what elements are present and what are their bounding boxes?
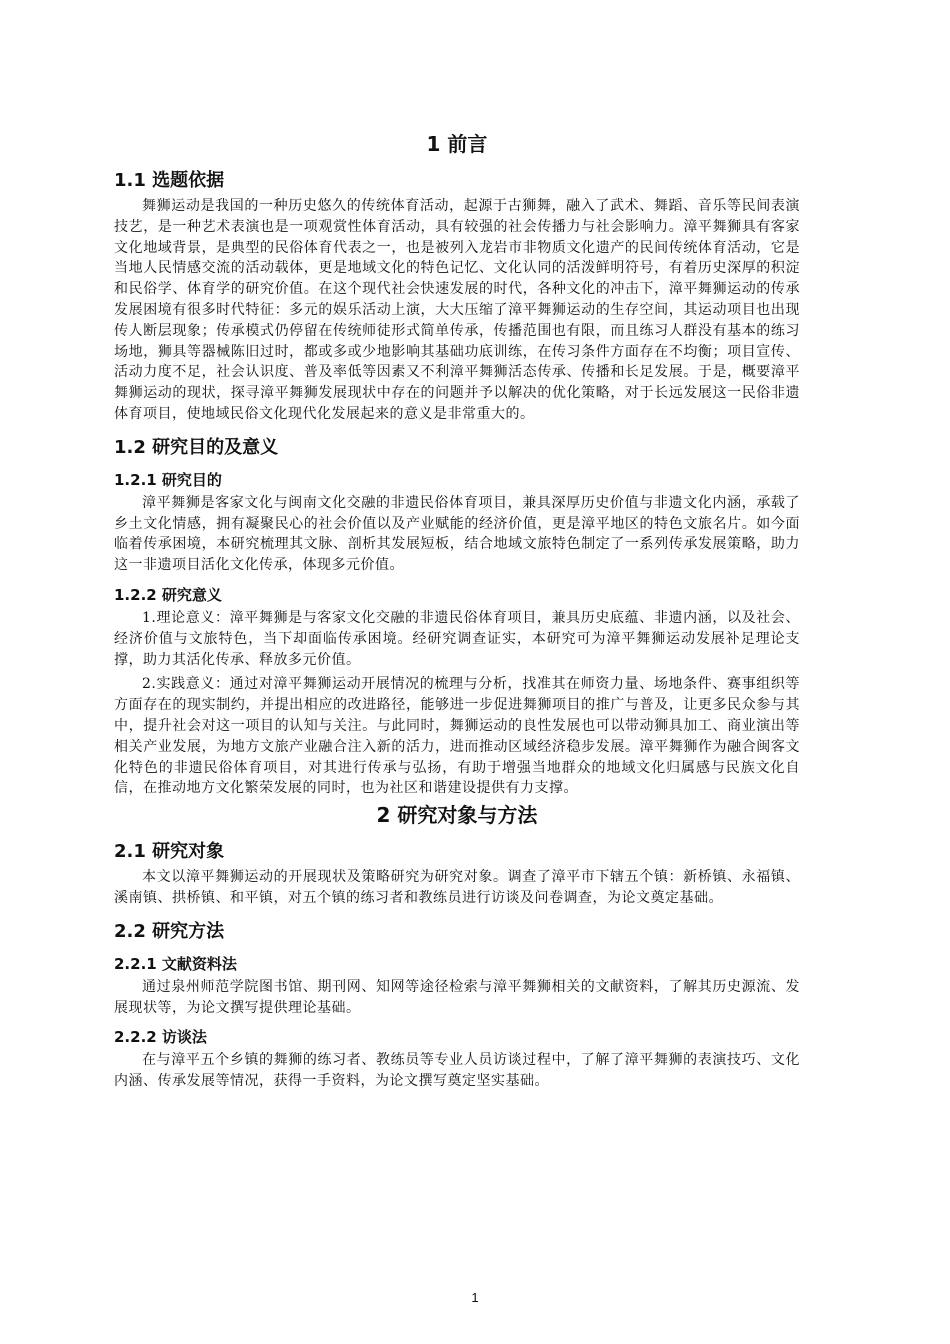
- section-2-2-2-heading: 2.2.2 访谈法: [114, 1028, 207, 1047]
- page-number: 1: [471, 1290, 479, 1305]
- section-2-1-heading: 2.1 研究对象: [114, 841, 225, 863]
- section-2-2-2-paragraph: 在与漳平五个乡镇的舞狮的练习者、教练员等专业人员访谈过程中，了解了漳平舞狮的表演技巧、文化内涵、传承发展等情况，获得一手资料，为论文撰写奠定坚实基础。: [114, 1052, 800, 1090]
- practice-significance-paragraph: 2.实践意义：通过对漳平舞狮运动开展情况的梳理与分析，找准其在师资力量、场地条件、赛事组织等方面存在的现实制约，并提出相应的改进路径，能够进一步促进舞狮项目的推广与普及，让更多民众参与其中，提升社会对这一项目的认知与关注。与此同时，舞狮运动的良性发展也可以带动狮具加工、商业演出等相关产业发展，为地方文旅产业融合注入新的活力，进而推动区域经济稳步发展。漳平舞狮作为融合闽客文化特色的非遗民俗体育项目，对其进行传承与弘扬，有助于增强当地群众的地域文化归属感与民族文化自信，在推动地方文化繁荣发展的同时，也为社区和谐建设提供有力支撑。: [114, 676, 800, 797]
- section-1-2-2-heading: 1.2.2 研究意义: [114, 585, 222, 604]
- section-1-2-1-paragraph: 漳平舞狮是客家文化与闽南文化交融的非遗民俗体育项目，兼具深厚历史价值与非遗文化内涵，承载了乡土文化情感，拥有凝聚民心的社会价值以及产业赋能的经济价值，更是漳平地区的特色文旅名片。如今面临着传承困境，本研究梳理其文脉、剖析其发展短板，结合地域文旅特色制定了一系列传承发展策略，助力这一非遗项目活化文化传承，体现多元价值。: [114, 494, 800, 574]
- chapter-2-heading: 2 研究对象与方法: [376, 803, 538, 828]
- theory-significance-paragraph: 1.理论意义：漳平舞狮是与客家文化交融的非遗民俗体育项目，兼具历史底蕴、非遗内涵，以及社会、经济价值与文旅特色，当下却面临传承困境。经研究调查证实，本研究可为漳平舞狮运动发展补足理论支撑，助力其活化传承、释放多元价值。: [114, 609, 800, 668]
- chapter-1-heading: 1 前言: [426, 132, 488, 156]
- section-1-2-1-heading: 1.2.1 研究目的: [114, 470, 222, 489]
- section-2-2-1-paragraph: 通过泉州师范学院图书馆、期刊网、知网等途径检索与漳平舞狮相关的文献资料，了解其历史源流、发展现状等，为论文撰写提供理论基础。: [114, 978, 800, 1016]
- section-2-2-1-heading: 2.2.1 文献资料法: [114, 954, 237, 973]
- section-1-1-heading: 1.1 选题依据: [114, 170, 225, 191]
- section-2-1-paragraph: 本文以漳平舞狮运动的开展现状及策略研究为研究对象。调查了漳平市下辖五个镇：新桥镇、永福镇、溪南镇、拱桥镇、和平镇，对五个镇的练习者和教练员进行访谈及问卷调查，为论文奠定基础。: [114, 869, 800, 906]
- section-2-2-heading: 2.2 研究方法: [114, 920, 225, 942]
- section-1-1-paragraph: 舞狮运动是我国的一种历史悠久的传统体育活动，起源于古狮舞，融入了武术、舞蹈、音乐等民间表演技艺，是一种艺术表演也是一项观赏性体育活动，具有较强的社会传播力与社会影响力。漳平舞狮具有客家文化地域背景，是典型的民俗体育代表之一，也是被列入龙岩市非物质文化遗产的民间传统体育活动，它是当地人民情感交流的活动载体，更是地域文化的特色记忆、文化认同的活泼鲜明符号，有着历史深厚的积淀和民俗学、体育学的研究价值。在这个现代社会快速发展的时代，各种文化的冲击下，漳平舞狮运动的传承发展困境有很多时代特征：多元的娱乐活动上演，大大压缩了漳平舞狮运动的生存空间，其运动项目也出现传人断层现象；传承模式仍停留在传统师徒形式简单传承，传播范围也有限，而且练习人群没有基本的练习场地，狮具等器械陈旧过时，都或多或少地影响其基础功底训练，在传习条件方面存在不均衡；项目宣传、活动力度不足，社会认识度、普及率低等因素又不利漳平舞狮活态传承、传播和长足发展。于是，概要漳平舞狮运动的现状，探寻漳平舞狮发展现状中存在的问题并予以解决的优化策略，对于长远发展这一民俗非遗体育项目，使地域民俗文化现代化发展起来的意义是非常重大的。: [114, 198, 800, 422]
- section-1-2-heading: 1.2 研究目的及意义: [114, 436, 279, 458]
- page-body: [114, 128, 800, 1092]
